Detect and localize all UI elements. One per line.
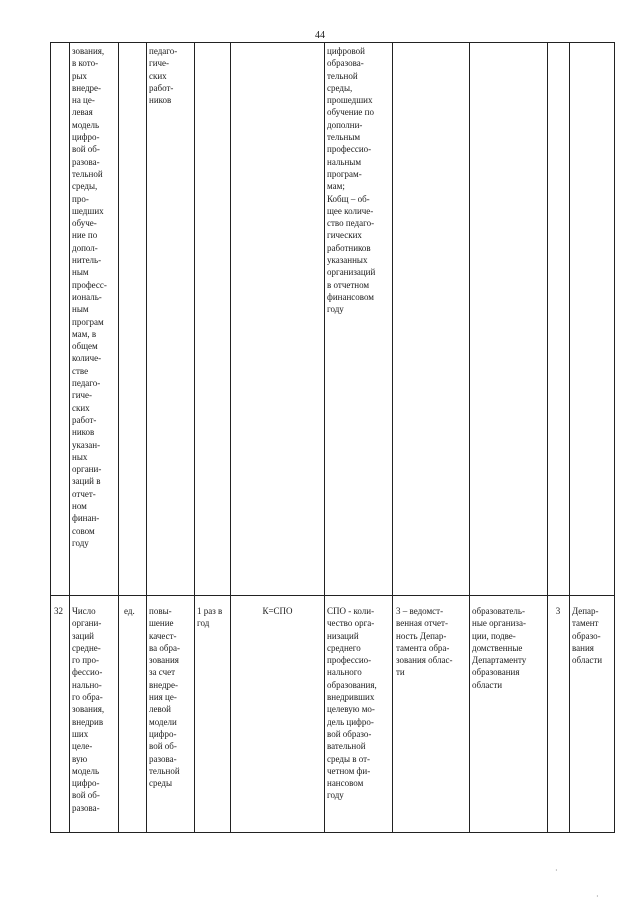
scan-mark: · xyxy=(555,866,558,875)
purpose-cell: педаго- гиче- ских работ- ников xyxy=(149,46,178,106)
column-divider xyxy=(547,43,548,832)
column-divider xyxy=(469,43,470,832)
row-divider xyxy=(51,595,614,596)
column-divider xyxy=(324,43,325,832)
frequency-cell: 1 раз в год xyxy=(197,606,223,629)
data-collectors-cell: образователь- ные организа- ции, подве- домственные Департаменту образования области xyxy=(472,606,527,690)
column-divider xyxy=(69,43,70,832)
formula-cell: К=СПО xyxy=(262,606,293,616)
unit-cell: ед. xyxy=(124,606,135,616)
variables-cell: СПО - коли- чество орга- низаций среднего профессио- нального образования, внедривших целевую мо- дель цифро- вой образо- вательной среды в от- четном фи- нансовом году xyxy=(327,606,377,801)
column-divider xyxy=(118,43,119,832)
responsible-cell: Депар- тамент образо- вания области xyxy=(572,606,603,666)
scan-mark: · xyxy=(596,892,599,901)
column-divider xyxy=(392,43,393,832)
variables-cell: цифровой образова- тельной среды, прошедших обучение по дополни- тельным профессио- нальным програм- мам; Кобщ – об- щее количе- ство педаго- гических работников указанных организаций в отчетном финансовом году xyxy=(327,46,376,315)
page-number: 44 xyxy=(315,30,325,41)
column-divider xyxy=(569,43,570,832)
purpose-cell: повы- шение качест- ва обра- зования за счет внедре- ния це- левой модели цифро- вой об- разова- тельной среды xyxy=(149,606,180,789)
column-divider xyxy=(194,43,195,832)
column-divider xyxy=(230,43,231,832)
indicator-name-cell: зования, в кото- рых внедре- на це- левая модель цифро- вой об- разова- тельной среды, про- шедших обуче- ние по допол- нитель- ным професс- иональ- ным програм мам, в общем количе- стве педаго- гиче- ских работ- ников указан- ных органи- заций в отчет- ном финан- совом году xyxy=(72,46,107,548)
data-source-cell: 3 – ведомст- венная отчет- ность Депар- тамента обра- зования облас- ти xyxy=(396,606,453,678)
code-cell: 3 xyxy=(555,606,561,616)
indicator-table xyxy=(50,42,615,833)
indicator-name-cell: Число органи- заций средне- го про- фессио- нально- го обра- зования, внедрив ших целе- вую модель цифро- вой об- разова- xyxy=(72,606,105,813)
row-number-cell: 32 xyxy=(54,606,63,616)
column-divider xyxy=(146,43,147,832)
